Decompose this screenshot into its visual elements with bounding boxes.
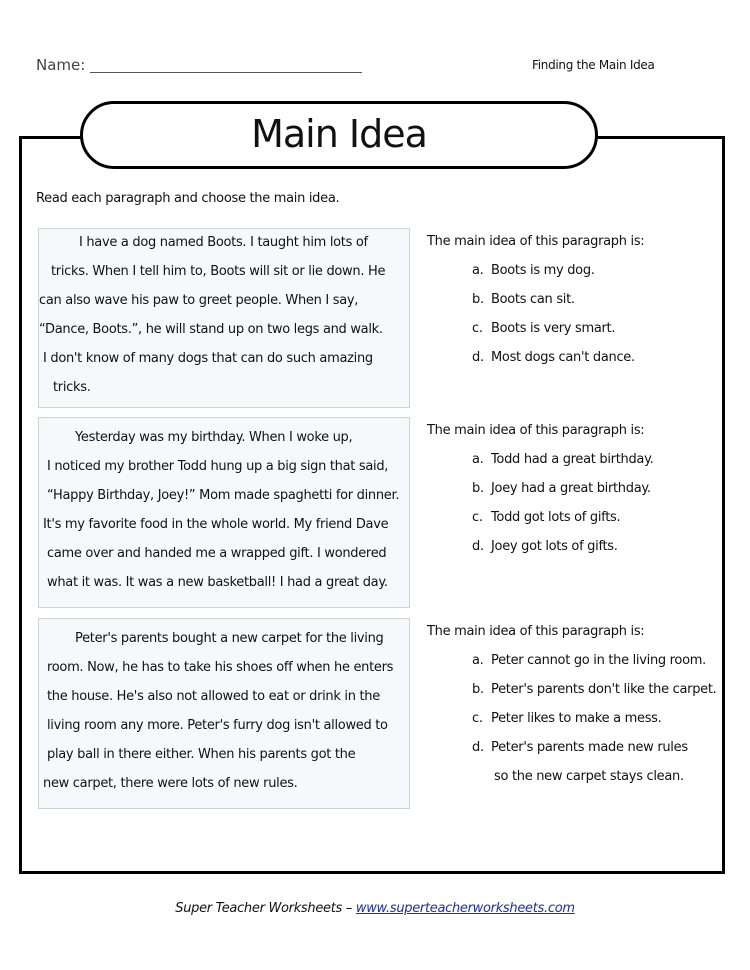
paragraph-line: I don't know of many dogs that can do such amazing [43, 351, 373, 366]
paragraph-line: living room any more. Peter's furry dog isn't allowed to [47, 718, 388, 733]
footer-brand: Super Teacher Worksheets – [175, 901, 356, 916]
paragraph-line: came over and handed me a wrapped gift. I wondered [47, 546, 387, 561]
option-text: Todd had a great birthday. [491, 452, 654, 467]
paragraph-line: new carpet, there were lots of new rules. [43, 776, 298, 791]
option-letter: a. [472, 452, 484, 467]
paragraph-line: Yesterday was my birthday. When I woke up, [75, 430, 353, 445]
option-letter: b. [472, 481, 484, 496]
answer-option-b[interactable] [472, 292, 575, 307]
paragraph-line: can also wave his paw to greet people. When I say, [39, 293, 359, 308]
paragraph-box [38, 228, 410, 408]
answer-option-a[interactable] [472, 452, 653, 467]
answer-option-c[interactable] [472, 321, 615, 336]
answer-option-a[interactable] [472, 263, 595, 278]
paragraph-line: tricks. When I tell him to, Boots will sit or lie down. He [51, 264, 386, 279]
option-letter: c. [472, 510, 483, 525]
option-text: Peter's parents don't like the carpet. [491, 682, 717, 697]
answer-option-b[interactable] [472, 682, 716, 697]
paragraph-line: the house. He's also not allowed to eat or drink in the [47, 689, 380, 704]
option-text: Boots is my dog. [491, 263, 595, 278]
option-text: Todd got lots of gifts. [491, 510, 621, 525]
footer [0, 901, 750, 916]
footer-link[interactable]: www.superteacherworksheets.com [355, 901, 575, 916]
paragraph-line: Peter's parents bought a new carpet for the living [75, 631, 384, 646]
option-text: Peter cannot go in the living room. [491, 653, 706, 668]
answer-option-d[interactable] [472, 350, 635, 365]
paragraph-line: I have a dog named Boots. I taught him lots of [79, 235, 368, 250]
option-text: Peter likes to make a mess. [491, 711, 662, 726]
option-text: Boots can sit. [491, 292, 575, 307]
paragraph-line: room. Now, he has to take his shoes off when he enters [47, 660, 394, 675]
option-text: Peter's parents made new rules [491, 740, 688, 755]
paragraph-line: I noticed my brother Todd hung up a big sign that said, [47, 459, 389, 474]
option-text: Boots is very smart. [491, 321, 616, 336]
option-text-continued: so the new carpet stays clean. [494, 769, 684, 784]
option-letter: b. [472, 682, 484, 697]
option-letter: a. [472, 263, 484, 278]
paragraph-line: “Happy Birthday, Joey!” Mom made spaghetti for dinner. [47, 488, 400, 503]
question-prompt: The main idea of this paragraph is: [427, 624, 645, 639]
option-letter: a. [472, 653, 484, 668]
option-text: Most dogs can't dance. [491, 350, 635, 365]
answer-option-b[interactable] [472, 481, 651, 496]
name-label: Name: [36, 56, 86, 74]
answer-option-d[interactable] [472, 740, 688, 755]
option-letter: d. [472, 740, 484, 755]
option-text: Joey had a great birthday. [491, 481, 651, 496]
answer-option-d[interactable] [472, 539, 618, 554]
paragraph-line: play ball in there either. When his parents got the [47, 747, 356, 762]
paragraph-line: tricks. [53, 380, 91, 395]
answer-option-c[interactable] [472, 711, 662, 726]
instructions: Read each paragraph and choose the main idea. [36, 191, 340, 206]
paragraph-box [38, 417, 410, 608]
paragraph-box [38, 618, 410, 809]
worksheet-topic: Finding the Main Idea [532, 58, 655, 72]
option-text: Joey got lots of gifts. [491, 539, 618, 554]
option-letter: d. [472, 350, 484, 365]
option-letter: c. [472, 711, 483, 726]
answer-option-c[interactable] [472, 510, 620, 525]
question-prompt: The main idea of this paragraph is: [427, 234, 645, 249]
paragraph-line: “Dance, Boots.”, he will stand up on two legs and walk. [39, 322, 383, 337]
option-letter: b. [472, 292, 484, 307]
page-title: Main Idea [251, 112, 427, 156]
option-letter: c. [472, 321, 483, 336]
name-field-line[interactable] [90, 72, 362, 73]
question-prompt: The main idea of this paragraph is: [427, 423, 645, 438]
answer-option-a[interactable] [472, 653, 706, 668]
paragraph-line: what it was. It was a new basketball! I had a great day. [47, 575, 388, 590]
option-letter: d. [472, 539, 484, 554]
paragraph-line: It's my favorite food in the whole world. My friend Dave [43, 517, 389, 532]
